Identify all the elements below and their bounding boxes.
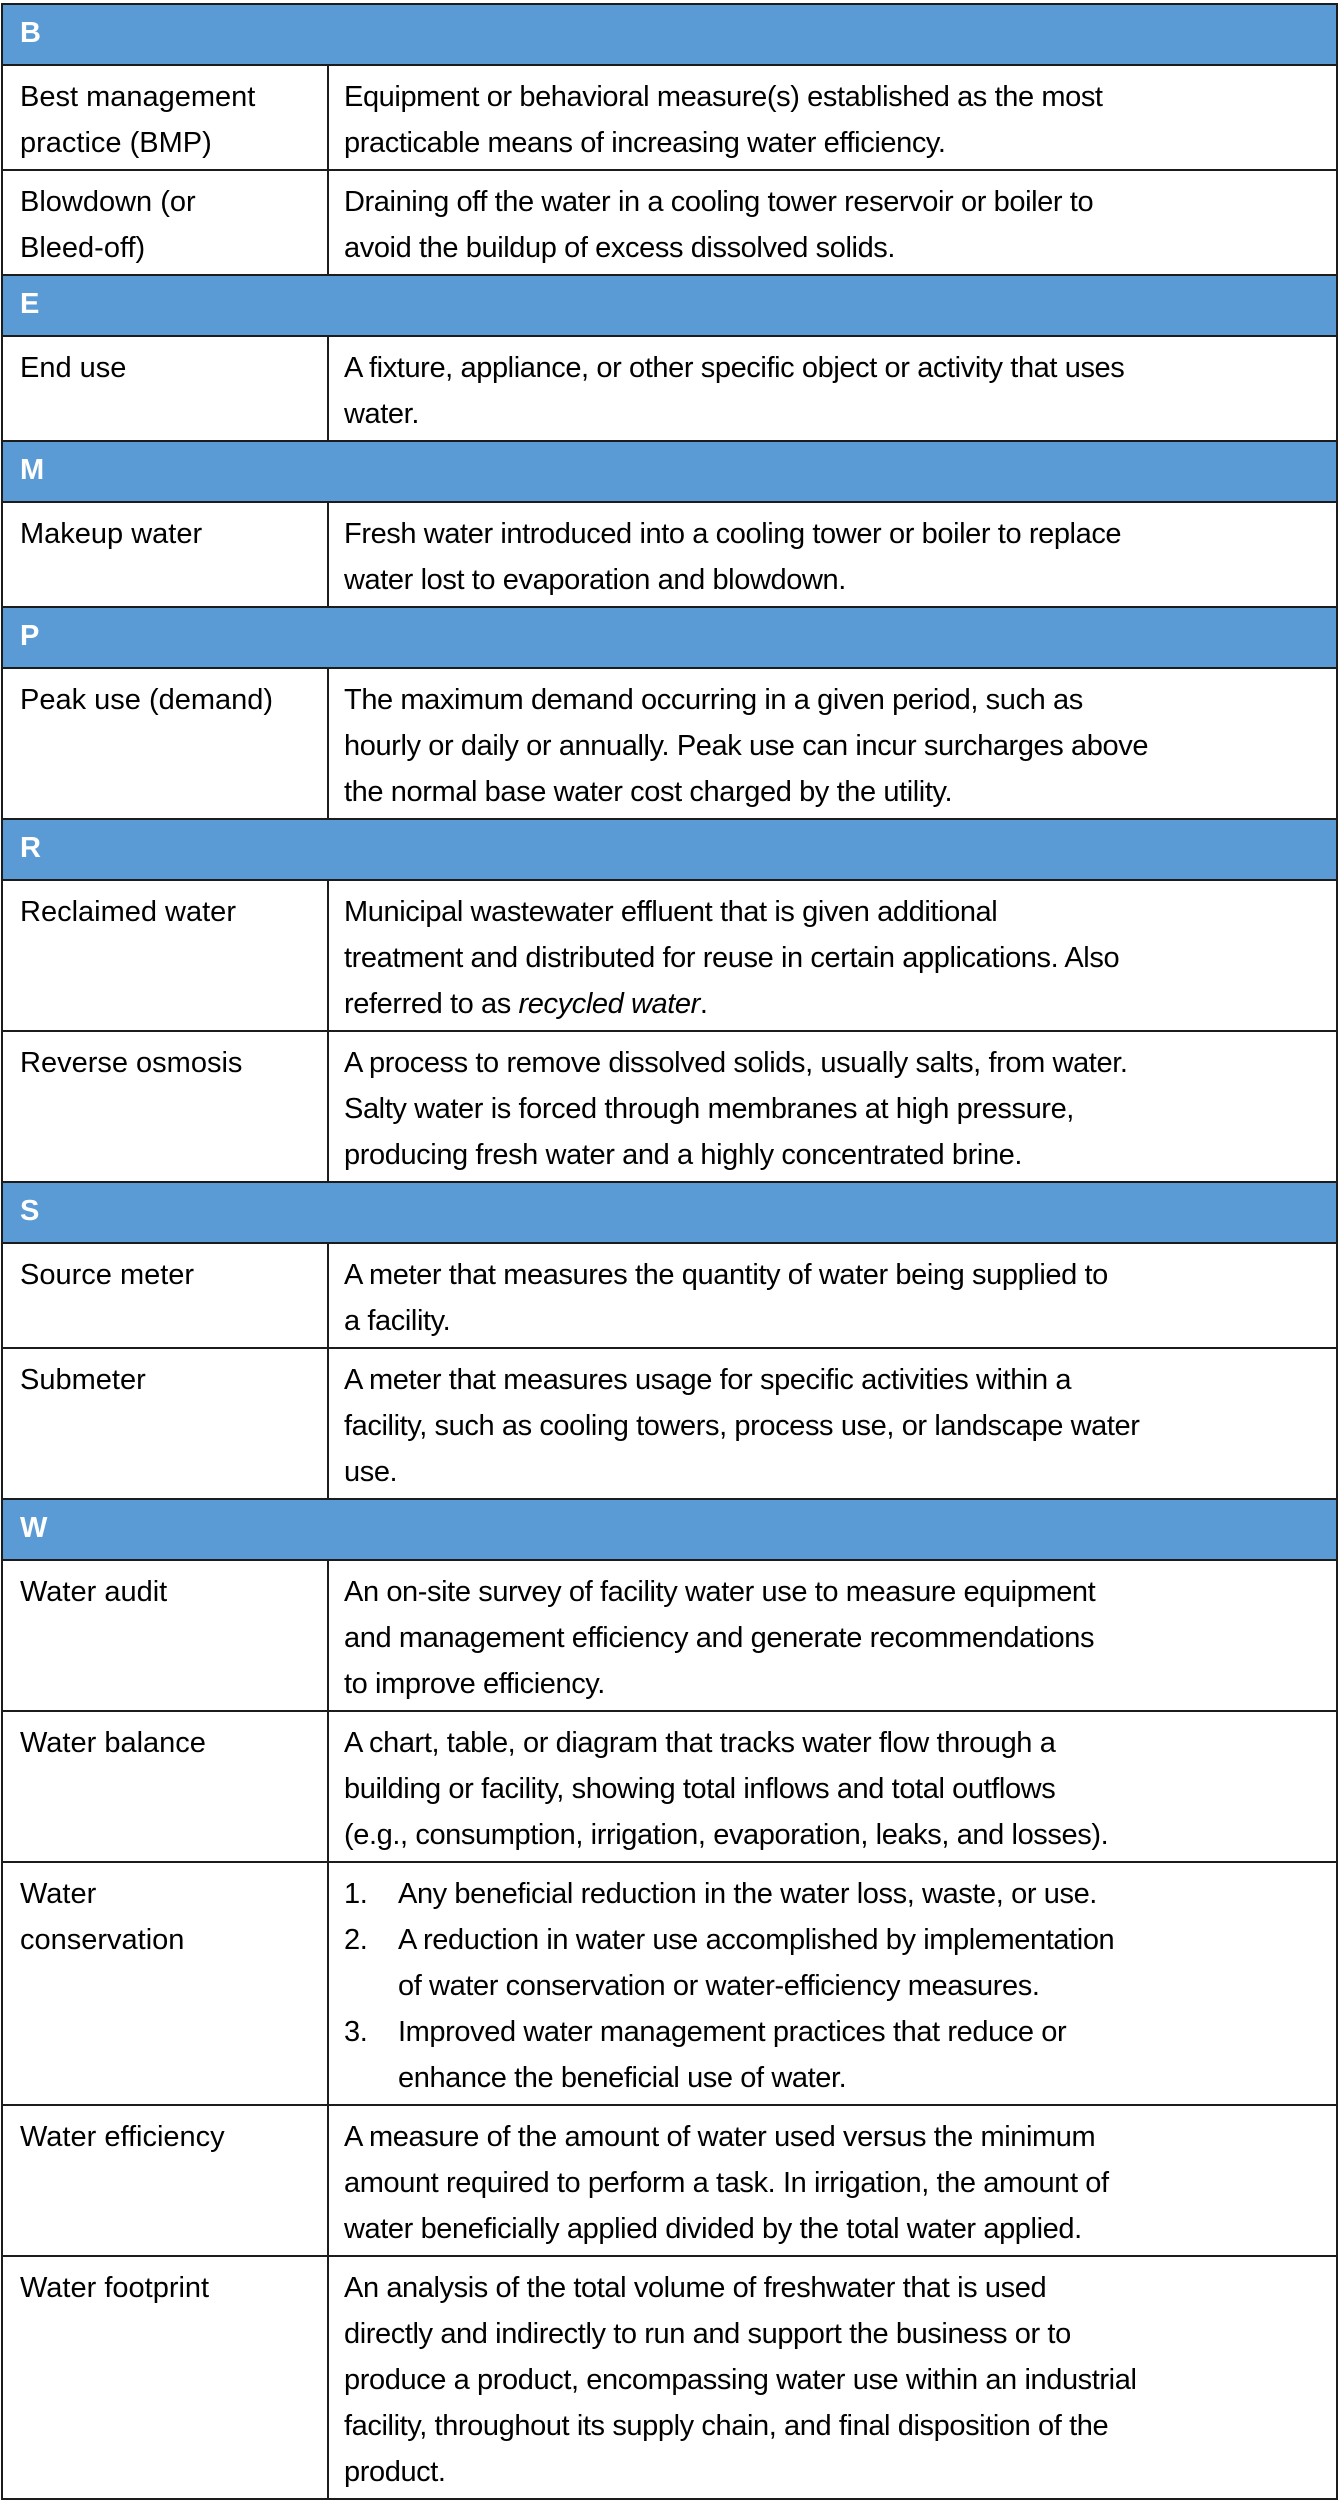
section-header-p [2, 607, 1337, 668]
definition-line: facility, throughout its supply chain, and final disposition of the [344, 2410, 1109, 2442]
definition-line: Fresh water introduced into a cooling tower or boiler to replace [344, 518, 1122, 550]
numbered-list-item [344, 1871, 1336, 1917]
numbered-list-item [344, 1917, 1336, 2009]
term-line: Makeup water [20, 518, 203, 550]
term-line: conservation [20, 1924, 185, 1956]
glossary-entry-row [2, 1348, 1337, 1499]
definition-line: to improve efficiency. [344, 1668, 605, 1700]
section-header-cell [2, 275, 1337, 336]
definition-cell [328, 1348, 1337, 1499]
term-cell [2, 1711, 328, 1862]
definition-line: The maximum demand occurring in a given period, such as [344, 684, 1083, 716]
section-header-cell [2, 819, 1337, 880]
definition-line: A meter that measures the quantity of water being supplied to [344, 1259, 1108, 1291]
glossary-entry-row [2, 65, 1337, 170]
definition-cell [328, 336, 1337, 441]
definition-line: water beneficially applied divided by the total water applied. [344, 2213, 1082, 2245]
definition-cell [328, 1031, 1337, 1182]
definition-cell [328, 880, 1337, 1031]
list-item-line: enhance the beneficial use of water. [398, 2062, 847, 2094]
term-text [3, 1349, 327, 1403]
definition-cell [328, 1862, 1337, 2105]
definition-text [329, 1244, 1336, 1344]
definition-text [329, 66, 1336, 166]
definition-line: water lost to evaporation and blowdown. [344, 564, 846, 596]
term-text [3, 1561, 327, 1615]
definition-text [329, 171, 1336, 271]
section-header-cell [2, 4, 1337, 65]
definition-text [329, 1712, 1336, 1858]
term-cell [2, 2256, 328, 2499]
term-cell [2, 2105, 328, 2256]
term-line: Peak use (demand) [20, 684, 274, 716]
term-line: End use [20, 352, 127, 384]
term-line: Reclaimed water [20, 896, 236, 928]
definition-line: practicable means of increasing water efficiency. [344, 127, 946, 159]
term-line: Source meter [20, 1259, 195, 1291]
definition-line: referred to as recycled water. [344, 988, 708, 1020]
definition-text [329, 2257, 1336, 2495]
definition-line: An on-site survey of facility water use to measure equipment [344, 1576, 1096, 1608]
definition-line: amount required to perform a task. In irrigation, the amount of [344, 2167, 1109, 2199]
list-number: 2. [344, 1924, 368, 1956]
term-line: Submeter [20, 1364, 146, 1396]
section-letter: B [20, 17, 41, 49]
definition-text [329, 669, 1336, 815]
section-letter: M [20, 454, 45, 486]
definition-cell [328, 1243, 1337, 1348]
term-cell [2, 1560, 328, 1711]
term-line: Water audit [20, 1576, 168, 1608]
section-header-cell [2, 1499, 1337, 1560]
definition-line: Salty water is forced through membranes at high pressure, [344, 1093, 1074, 1125]
definition-line: An analysis of the total volume of freshwater that is used [344, 2272, 1047, 2304]
numbered-list-item [344, 2009, 1336, 2101]
term-text [3, 881, 327, 935]
glossary-body [2, 4, 1337, 2499]
list-item-line: Any beneficial reduction in the water loss, waste, or use. [398, 1878, 1097, 1910]
term-line: Water [20, 1878, 97, 1910]
term-line: Reverse osmosis [20, 1047, 243, 1079]
glossary-entry-row [2, 668, 1337, 819]
section-header-cell [2, 1182, 1337, 1243]
definition-cell [328, 65, 1337, 170]
definition-text [329, 337, 1336, 437]
term-cell [2, 1862, 328, 2105]
term-text [3, 2106, 327, 2160]
definition-line: Equipment or behavioral measure(s) established as the most [344, 81, 1103, 113]
definition-line: Municipal wastewater effluent that is given additional [344, 896, 998, 928]
definition-line: directly and indirectly to run and support the business or to [344, 2318, 1071, 2350]
section-letter: P [20, 620, 40, 652]
term-cell [2, 1031, 328, 1182]
glossary-table [1, 3, 1338, 2500]
term-text [3, 1032, 327, 1086]
definition-text [329, 1349, 1336, 1495]
list-number: 1. [344, 1878, 368, 1910]
term-text [3, 503, 327, 557]
term-cell [2, 502, 328, 607]
list-item-line: Improved water management practices that reduce or [398, 2016, 1067, 2048]
term-line: Water balance [20, 1727, 206, 1759]
term-line: Water footprint [20, 2272, 210, 2304]
glossary-entry-row [2, 880, 1337, 1031]
term-text [3, 66, 327, 166]
term-line: Water efficiency [20, 2121, 225, 2153]
term-cell [2, 1348, 328, 1499]
term-line: Bleed-off) [20, 232, 146, 264]
definition-line: producing fresh water and a highly concentrated brine. [344, 1139, 1023, 1171]
glossary-entry-row [2, 336, 1337, 441]
definition-line: (e.g., consumption, irrigation, evaporation, leaks, and losses). [344, 1819, 1109, 1851]
definition-text [329, 503, 1336, 603]
list-item-line: A reduction in water use accomplished by implementation [398, 1924, 1115, 1956]
term-line: practice (BMP) [20, 127, 212, 159]
list-number: 3. [344, 2016, 368, 2048]
glossary-entry-row [2, 170, 1337, 275]
definition-line: the normal base water cost charged by the utility. [344, 776, 953, 808]
section-header-r [2, 819, 1337, 880]
section-letter: R [20, 832, 41, 864]
definition-line: Draining off the water in a cooling tower reservoir or boiler to [344, 186, 1094, 218]
term-text [3, 2257, 327, 2311]
section-header-m [2, 441, 1337, 502]
term-cell [2, 668, 328, 819]
definition-text [329, 1032, 1336, 1178]
definition-line: treatment and distributed for reuse in certain applications. Also [344, 942, 1120, 974]
definition-text [329, 2106, 1336, 2252]
glossary-entry-row [2, 502, 1337, 607]
term-text [3, 1244, 327, 1298]
term-line: Best management [20, 81, 256, 113]
term-cell [2, 170, 328, 275]
section-letter: E [20, 288, 40, 320]
definition-cell [328, 668, 1337, 819]
definition-line: A chart, table, or diagram that tracks water flow through a [344, 1727, 1056, 1759]
definition-line: A fixture, appliance, or other specific object or activity that uses [344, 352, 1125, 384]
section-header-b [2, 4, 1337, 65]
definition-cell [328, 2105, 1337, 2256]
section-letter: S [20, 1195, 40, 1227]
glossary-entry-row [2, 2256, 1337, 2499]
definition-line: a facility. [344, 1305, 451, 1337]
glossary-entry-row [2, 1862, 1337, 2105]
section-header-cell [2, 607, 1337, 668]
term-text [3, 171, 327, 271]
italic-term: recycled water [518, 988, 700, 1020]
definition-text [329, 1561, 1336, 1707]
term-text [3, 1712, 327, 1766]
definition-line: A measure of the amount of water used versus the minimum [344, 2121, 1096, 2153]
definition-line: avoid the buildup of excess dissolved solids. [344, 232, 896, 264]
definition-line: water. [344, 398, 419, 430]
list-item-line: of water conservation or water-efficiency measures. [398, 1970, 1040, 2002]
definition-cell [328, 1711, 1337, 1862]
definition-line: A meter that measures usage for specific activities within a [344, 1364, 1072, 1396]
term-text [3, 1863, 327, 1963]
term-text [3, 669, 327, 723]
section-header-e [2, 275, 1337, 336]
definition-line: produce a product, encompassing water use within an industrial [344, 2364, 1137, 2396]
term-cell [2, 1243, 328, 1348]
section-header-s [2, 1182, 1337, 1243]
term-line: Blowdown (or [20, 186, 196, 218]
definition-cell [328, 502, 1337, 607]
section-letter: W [20, 1512, 48, 1544]
definition-line: building or facility, showing total inflows and total outflows [344, 1773, 1056, 1805]
definition-line: use. [344, 1456, 398, 1488]
glossary-entry-row [2, 1560, 1337, 1711]
definition-line: A process to remove dissolved solids, usually salts, from water. [344, 1047, 1128, 1079]
definition-text [329, 881, 1336, 1027]
glossary-entry-row [2, 2105, 1337, 2256]
definition-cell [328, 170, 1337, 275]
glossary-entry-row [2, 1711, 1337, 1862]
definition-line: and management efficiency and generate recommendations [344, 1622, 1095, 1654]
section-header-w [2, 1499, 1337, 1560]
section-header-cell [2, 441, 1337, 502]
term-cell [2, 336, 328, 441]
glossary-entry-row [2, 1031, 1337, 1182]
definition-line: product. [344, 2456, 446, 2488]
definition-cell [328, 2256, 1337, 2499]
term-text [3, 337, 327, 391]
definition-cell [328, 1560, 1337, 1711]
definition-text [329, 1863, 1336, 2101]
term-cell [2, 65, 328, 170]
term-cell [2, 880, 328, 1031]
definition-line: facility, such as cooling towers, process use, or landscape water [344, 1410, 1140, 1442]
glossary-entry-row [2, 1243, 1337, 1348]
definition-line: hourly or daily or annually. Peak use can incur surcharges above [344, 730, 1149, 762]
